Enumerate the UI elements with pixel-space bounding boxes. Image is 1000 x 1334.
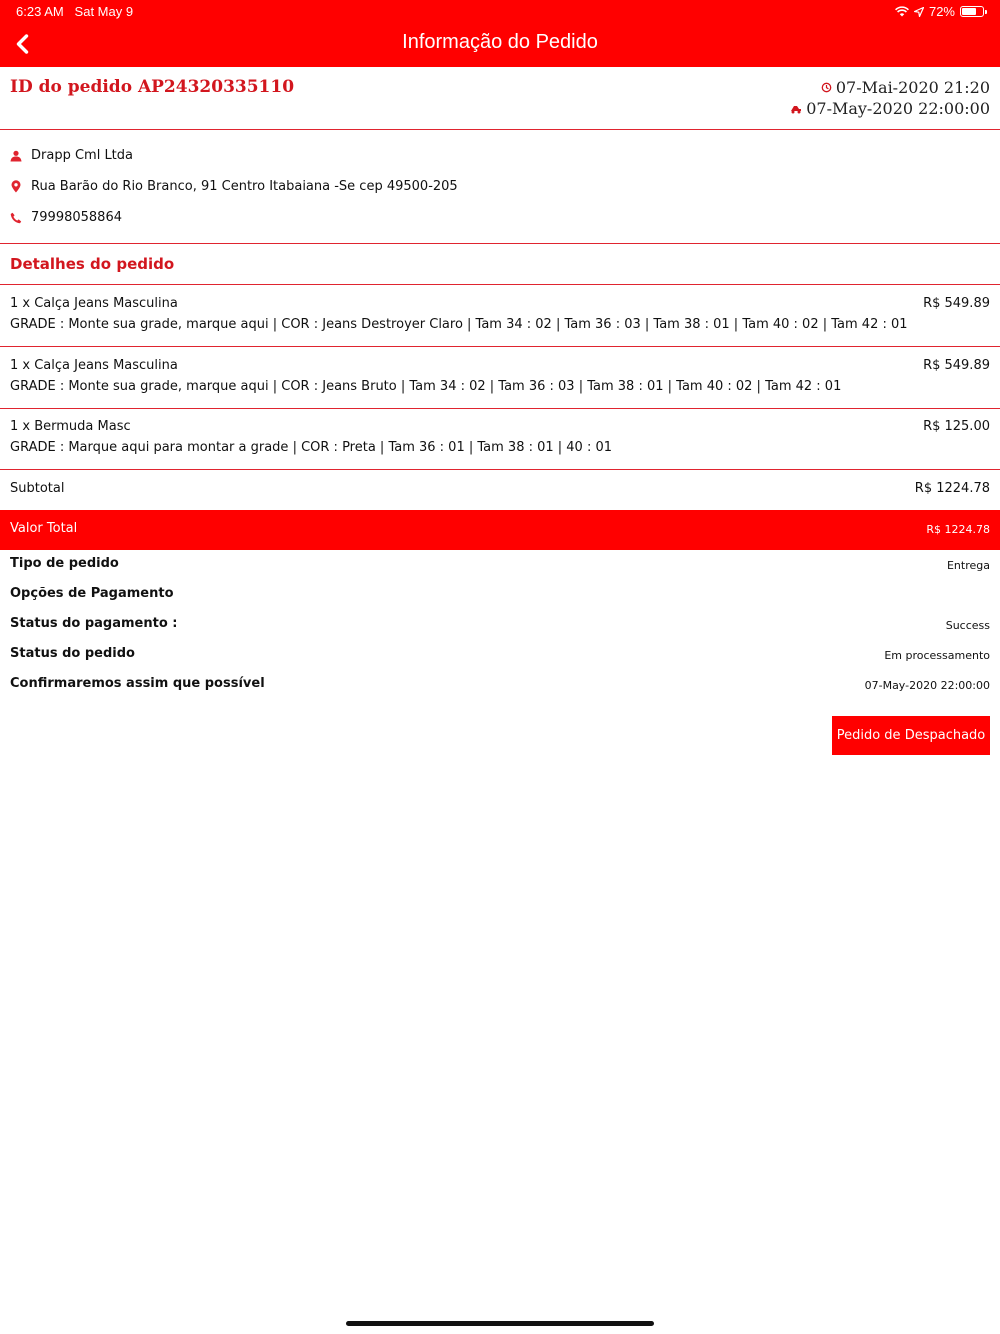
- order-status-row: [0, 640, 1000, 670]
- item-description: GRADE : Monte sua grade, marque aqui | COR : Jeans Destroyer Claro | Tam 34 : 02 | Tam 36 : 03 | Tam 38 : 01 | Tam 40 : 02 | Tam 42 : 01: [10, 317, 908, 332]
- order-status-label: Status do pedido: [10, 646, 135, 661]
- list-item: [0, 285, 1000, 347]
- home-indicator[interactable]: [346, 1321, 654, 1326]
- total-value: R$ 1224.78: [926, 523, 990, 536]
- order-details-header: [0, 244, 1000, 285]
- customer-name: Drapp Cml Ltda: [31, 148, 134, 163]
- order-status-value: Em processamento: [884, 649, 990, 662]
- confirmation-value: 07-May-2020 22:00:00: [864, 679, 990, 692]
- wifi-icon: [895, 6, 909, 17]
- dispatch-order-button[interactable]: Pedido de Despachado: [832, 716, 990, 755]
- order-date: 07-Mai-2020 21:20: [835, 78, 990, 97]
- customer-info: [0, 130, 1000, 244]
- order-date-row: [790, 77, 990, 98]
- payment-status-row: [0, 610, 1000, 640]
- status-time: [16, 4, 133, 19]
- page-title: Informação do Pedido: [402, 31, 598, 53]
- order-dates: [790, 77, 990, 119]
- battery-percent: 72%: [928, 4, 955, 19]
- customer-name-row: [10, 148, 133, 163]
- list-item: [0, 408, 1000, 470]
- item-description: GRADE : Monte sua grade, marque aqui | COR : Jeans Bruto | Tam 34 : 02 | Tam 36 : 03 | Tam 38 : 01 | Tam 40 : 02 | Tam 42 : 01: [10, 379, 842, 394]
- payment-status-label: Status do pagamento :: [10, 616, 178, 631]
- payment-options-row: [0, 580, 1000, 610]
- delivery-icon: [790, 104, 802, 114]
- item-name: 1 x Bermuda Masc: [10, 419, 131, 434]
- location-icon: [914, 7, 924, 17]
- battery-fill: [962, 8, 976, 15]
- item-price: R$ 125.00: [923, 419, 990, 434]
- payment-status-value: Success: [945, 619, 990, 632]
- customer-phone[interactable]: 79998058864: [31, 210, 122, 225]
- confirmation-row: [0, 670, 1000, 700]
- delivery-date: 07-May-2020 22:00:00: [806, 99, 990, 118]
- item-price: R$ 549.89: [923, 296, 990, 311]
- status-icons: [895, 4, 984, 19]
- battery-icon: [960, 6, 984, 17]
- customer-address-row: [10, 179, 458, 194]
- item-price: R$ 549.89: [923, 358, 990, 373]
- user-icon: [10, 150, 22, 162]
- item-name: 1 x Calça Jeans Masculina: [10, 296, 178, 311]
- order-type-value: Entrega: [946, 559, 990, 572]
- order-id: ID do pedido AP24320335110: [10, 77, 295, 97]
- payment-options-label: Opções de Pagamento: [10, 586, 174, 601]
- clock-label: 6:23 AM: [16, 4, 64, 19]
- order-type-label: Tipo de pedido: [10, 556, 119, 571]
- date-label: Sat May 9: [74, 4, 134, 19]
- delivery-date-row: [790, 98, 990, 119]
- total-bar: [0, 510, 1000, 550]
- order-header: [0, 67, 1000, 130]
- top-bar: [0, 0, 1000, 67]
- order-type-row: [0, 550, 1000, 580]
- confirmation-label: Confirmaremos assim que possível: [10, 676, 265, 691]
- total-label: Valor Total: [10, 521, 78, 536]
- subtotal-label: Subtotal: [10, 481, 65, 496]
- order-details-title: Detalhes do pedido: [10, 255, 175, 273]
- subtotal-value: R$ 1224.78: [914, 481, 990, 496]
- customer-phone-row[interactable]: [10, 210, 122, 225]
- list-item: [0, 347, 1000, 409]
- clock-history-icon: [821, 82, 832, 93]
- customer-address: Rua Barão do Rio Branco, 91 Centro Itabaiana -Se cep 49500-205: [31, 179, 458, 194]
- map-pin-icon: [10, 180, 22, 193]
- subtotal-row: [0, 470, 1000, 510]
- phone-icon: [10, 212, 22, 224]
- item-description: GRADE : Marque aqui para montar a grade | COR : Preta | Tam 36 : 01 | Tam 38 : 01 | 40 : 01: [10, 440, 613, 455]
- item-name: 1 x Calça Jeans Masculina: [10, 358, 178, 373]
